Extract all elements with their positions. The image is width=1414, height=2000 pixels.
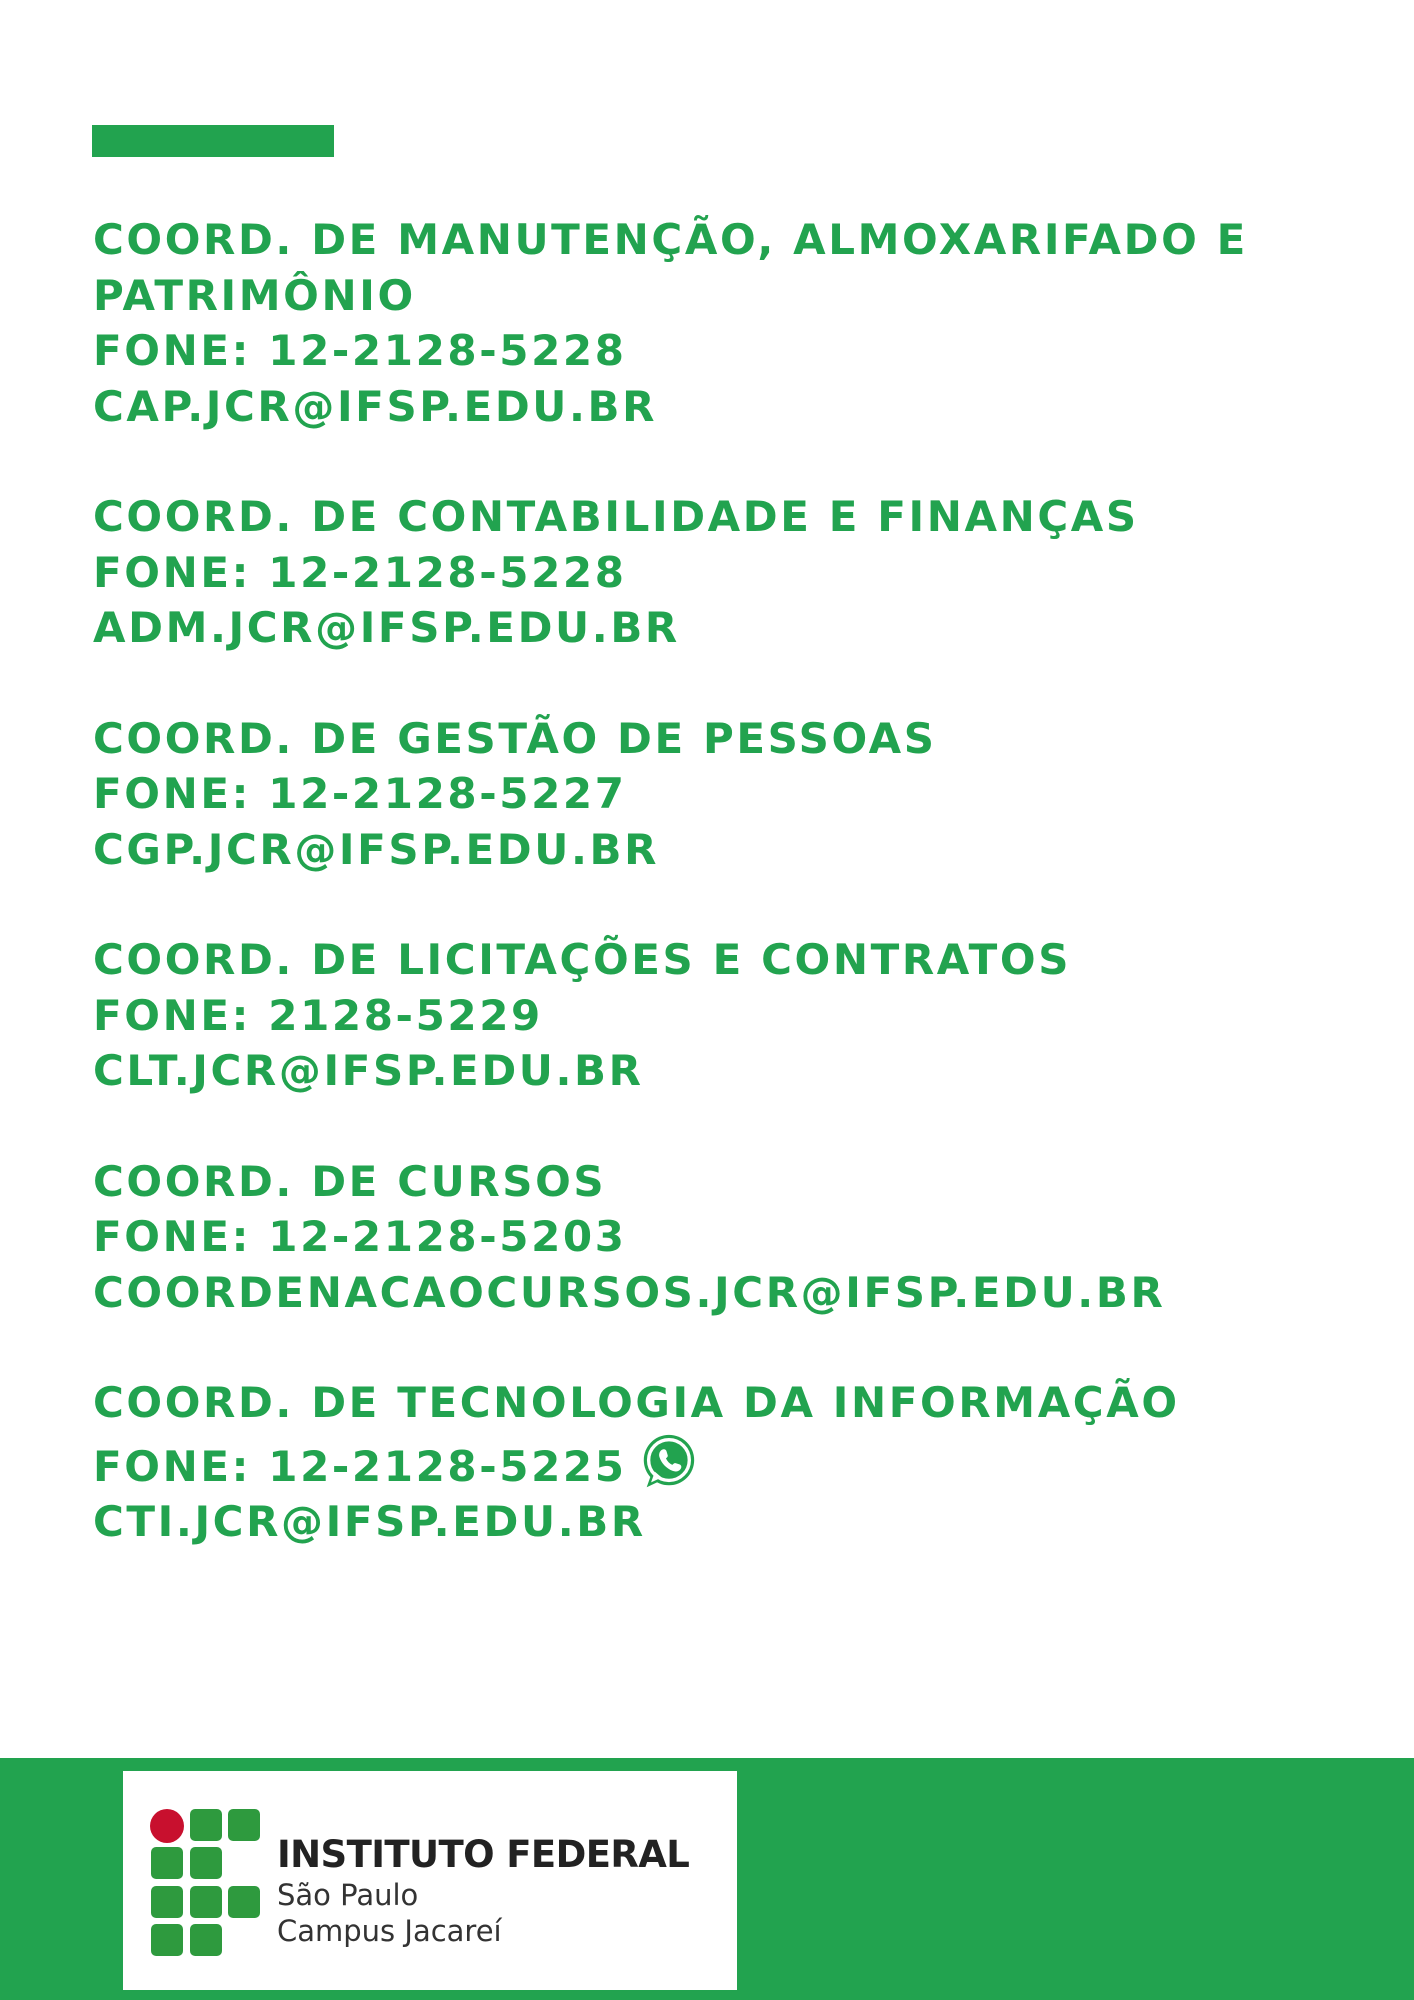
logo-state: São Paulo bbox=[277, 1878, 419, 1912]
contact-block-licitacoes bbox=[93, 932, 1373, 1099]
contact-title: COORD. DE TECNOLOGIA DA INFORMAÇÃO bbox=[93, 1378, 1180, 1427]
contact-block-gestao-pessoas bbox=[93, 711, 1373, 878]
accent-bar bbox=[92, 125, 334, 157]
contact-email[interactable]: CAP.JCR@IFSP.EDU.BR bbox=[93, 381, 658, 431]
contact-phone: FONE: 12-2128-5228 bbox=[93, 326, 627, 375]
contact-phone: FONE: 2128-5229 bbox=[93, 990, 543, 1040]
contact-block-manutencao bbox=[93, 212, 1373, 434]
institution-logo bbox=[123, 1771, 737, 1990]
contact-title-continued: PATRIMÔNIO bbox=[93, 270, 416, 320]
contact-block-contabilidade bbox=[93, 489, 1373, 656]
contact-email[interactable]: ADM.JCR@IFSP.EDU.BR bbox=[93, 603, 680, 652]
contact-phone: FONE: 12-2128-5203 bbox=[93, 1212, 627, 1261]
ifsp-logo-mark bbox=[150, 1809, 262, 1957]
logo-institution-name: INSTITUTO FEDERAL bbox=[277, 1833, 690, 1876]
contact-title: COORD. DE GESTÃO DE PESSOAS bbox=[93, 713, 937, 763]
logo-wordmark bbox=[277, 1833, 689, 1949]
contact-phone: FONE: 12-2128-5227 bbox=[93, 769, 627, 818]
contact-title: COORD. DE CURSOS bbox=[93, 1156, 607, 1206]
contact-phone: FONE: 12-2128-5225 bbox=[93, 1441, 627, 1491]
contact-email[interactable]: COORDENACAOCURSOS.JCR@IFSP.EDU.BR bbox=[93, 1267, 1166, 1317]
contact-list bbox=[93, 212, 1373, 1605]
contact-block-tecnologia bbox=[93, 1375, 1373, 1550]
contact-title: COORD. DE CONTABILIDADE E FINANÇAS bbox=[93, 492, 1139, 541]
contact-phone-row bbox=[93, 1431, 1373, 1495]
contact-title: COORD. DE MANUTENÇÃO, ALMOXARIFADO E bbox=[93, 215, 1248, 264]
contact-title: COORD. DE LICITAÇÕES E CONTRATOS bbox=[93, 935, 1072, 984]
contact-email[interactable]: CLT.JCR@IFSP.EDU.BR bbox=[93, 1046, 644, 1095]
contact-phone: FONE: 12-2128-5228 bbox=[93, 547, 627, 597]
contact-email[interactable]: CTI.JCR@IFSP.EDU.BR bbox=[93, 1497, 646, 1546]
contact-block-cursos bbox=[93, 1154, 1373, 1321]
contact-email[interactable]: CGP.JCR@IFSP.EDU.BR bbox=[93, 824, 660, 874]
logo-campus: Campus Jacareí bbox=[277, 1914, 502, 1948]
whatsapp-icon[interactable] bbox=[637, 1431, 699, 1493]
